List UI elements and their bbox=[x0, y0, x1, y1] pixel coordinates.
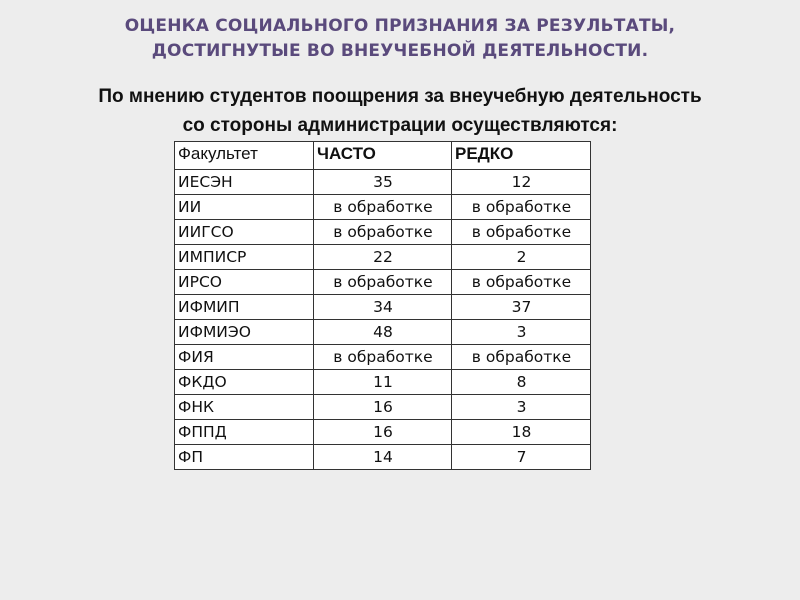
cell-faculty: ФППД bbox=[175, 420, 314, 445]
cell-faculty: ИФМИП bbox=[175, 295, 314, 320]
cell-rarely: 3 bbox=[452, 320, 591, 345]
cell-faculty: ИФМИЭО bbox=[175, 320, 314, 345]
cell-faculty: ФИЯ bbox=[175, 345, 314, 370]
cell-rarely: в обработке bbox=[452, 270, 591, 295]
cell-rarely: в обработке bbox=[452, 195, 591, 220]
cell-often: 22 bbox=[314, 245, 452, 270]
page-subtitle bbox=[0, 82, 800, 140]
page-title bbox=[0, 14, 800, 64]
cell-faculty: ИЕСЭН bbox=[175, 170, 314, 195]
cell-often: 48 bbox=[314, 320, 452, 345]
cell-faculty: ИРСО bbox=[175, 270, 314, 295]
table-row bbox=[175, 245, 591, 270]
cell-often: 14 bbox=[314, 445, 452, 470]
title-line-1: ОЦЕНКА СОЦИАЛЬНОГО ПРИЗНАНИЯ ЗА РЕЗУЛЬТАТЫ, bbox=[124, 16, 676, 36]
table-row bbox=[175, 370, 591, 395]
cell-rarely: 3 bbox=[452, 395, 591, 420]
cell-often: в обработке bbox=[314, 195, 452, 220]
table-row bbox=[175, 445, 591, 470]
cell-rarely: 2 bbox=[452, 245, 591, 270]
cell-rarely: 7 bbox=[452, 445, 591, 470]
cell-often: 16 bbox=[314, 420, 452, 445]
subtitle-line-2: со стороны администрации осуществляются: bbox=[182, 115, 618, 136]
cell-rarely: 8 bbox=[452, 370, 591, 395]
cell-often: в обработке bbox=[314, 270, 452, 295]
table-row bbox=[175, 270, 591, 295]
table-row bbox=[175, 170, 591, 195]
cell-often: 16 bbox=[314, 395, 452, 420]
table-header-row bbox=[175, 142, 591, 170]
cell-faculty: ФП bbox=[175, 445, 314, 470]
cell-rarely: 12 bbox=[452, 170, 591, 195]
cell-often: 11 bbox=[314, 370, 452, 395]
results-table-container bbox=[174, 141, 590, 470]
table-row bbox=[175, 295, 591, 320]
table-row bbox=[175, 195, 591, 220]
subtitle-line-1: По мнению студентов поощрения за внеучебную деятельность bbox=[98, 86, 702, 107]
cell-faculty: ИИ bbox=[175, 195, 314, 220]
table-row bbox=[175, 345, 591, 370]
header-often: ЧАСТО bbox=[314, 142, 452, 170]
cell-often: 35 bbox=[314, 170, 452, 195]
cell-faculty: ФНК bbox=[175, 395, 314, 420]
cell-rarely: 18 bbox=[452, 420, 591, 445]
table-body bbox=[175, 170, 591, 470]
cell-rarely: в обработке bbox=[452, 220, 591, 245]
header-rarely: РЕДКО bbox=[452, 142, 591, 170]
cell-often: в обработке bbox=[314, 345, 452, 370]
cell-rarely: в обработке bbox=[452, 345, 591, 370]
table-row bbox=[175, 220, 591, 245]
header-faculty: Факультет bbox=[175, 142, 314, 170]
cell-often: в обработке bbox=[314, 220, 452, 245]
cell-faculty: ИИГСО bbox=[175, 220, 314, 245]
cell-rarely: 37 bbox=[452, 295, 591, 320]
cell-faculty: ИМПИСР bbox=[175, 245, 314, 270]
cell-faculty: ФКДО bbox=[175, 370, 314, 395]
results-table bbox=[174, 141, 591, 470]
title-line-2: ДОСТИГНУТЫЕ ВО ВНЕУЧЕБНОЙ ДЕЯТЕЛЬНОСТИ. bbox=[151, 41, 649, 61]
cell-often: 34 bbox=[314, 295, 452, 320]
table-row bbox=[175, 320, 591, 345]
table-row bbox=[175, 395, 591, 420]
table-row bbox=[175, 420, 591, 445]
